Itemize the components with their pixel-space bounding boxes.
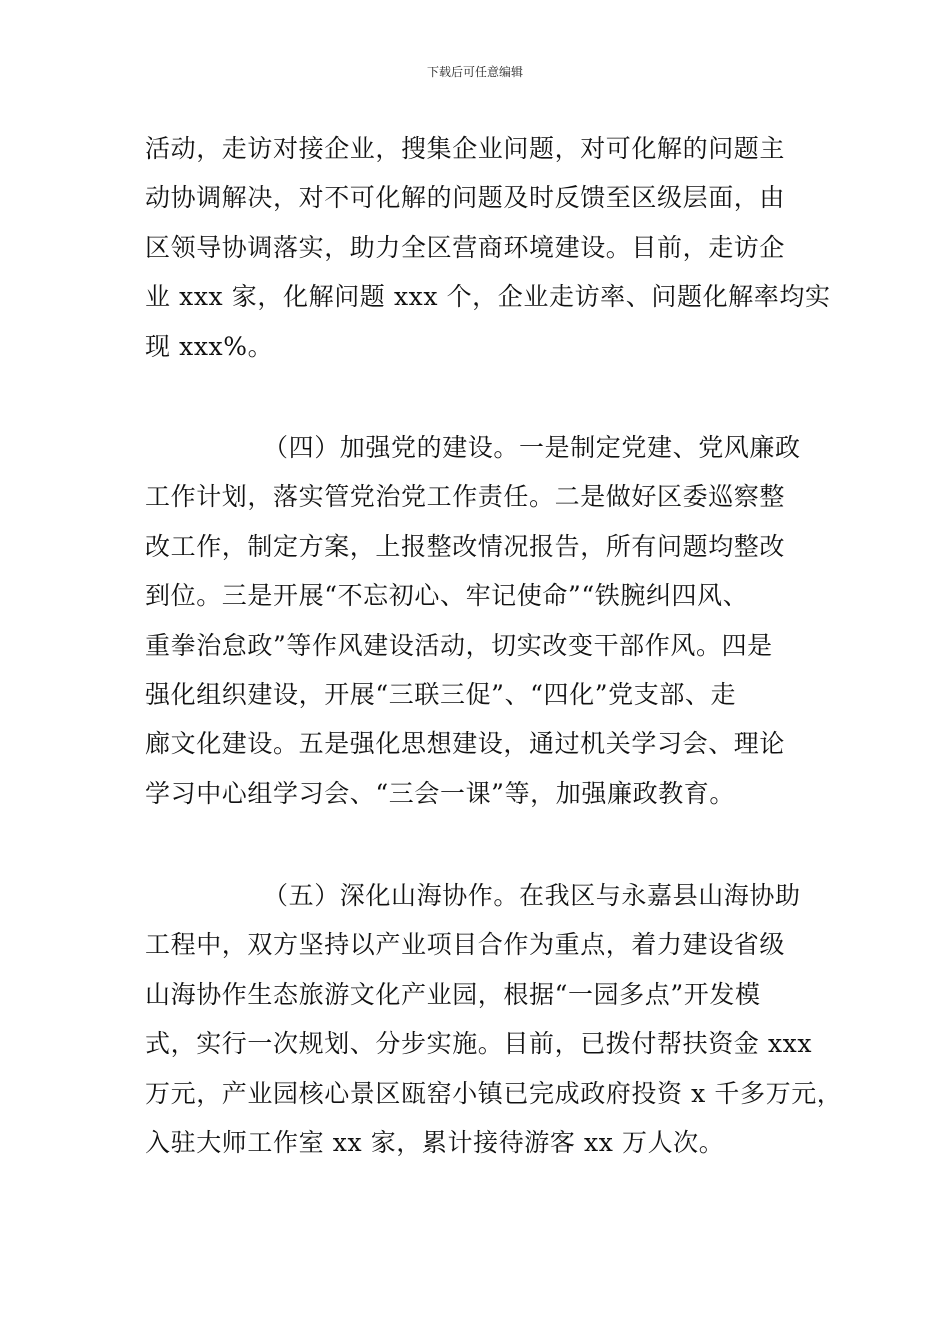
paragraph-line: 改工作，制定方案，上报整改情况报告，所有问题均整改	[145, 531, 786, 561]
paragraph-mountain-sea-cooperation	[145, 871, 843, 1167]
paragraph-line-first: （四）加强党的建设。一是制定党建、党风廉政	[263, 433, 801, 462]
paragraph-line-first: （五）深化山海协作。在我区与永嘉县山海协助	[263, 881, 801, 910]
paragraph-line: 山海协作生态旅游文化产业园，根据“一园多点”开发模	[145, 979, 761, 1009]
paragraph-line: 业 xxx 家，化解问题 xxx 个，企业走访率、问题化解率均实	[145, 282, 831, 312]
paragraph-party-building	[145, 423, 810, 818]
paragraph-line: 强化组织建设，开展“三联三促”、“四化”党支部、走	[145, 680, 737, 710]
paragraph-line: 式，实行一次规划、分步实施。目前，已拨付帮扶资金 xxx	[145, 1029, 813, 1059]
paragraph-line: 学习中心组学习会、“三会一课”等，加强廉政教育。	[145, 778, 735, 808]
paragraph-line: 万元，产业园核心景区瓯窑小镇已完成政府投资 x 千多万元，	[145, 1078, 843, 1108]
paragraph-line: 动协调解决，对不可化解的问题及时反馈至区级层面，由	[145, 183, 786, 213]
paragraph-line: 到位。三是开展“不忘初心、牢记使命”“铁腕纠四风、	[145, 581, 749, 611]
paragraph-line: 入驻大师工作室 xx 家，累计接待游客 xx 万人次。	[145, 1128, 725, 1158]
paragraph-line: 现 xxx%。	[145, 331, 274, 361]
paragraph-line: 活动，走访对接企业，搜集企业问题，对可化解的问题主	[145, 134, 786, 163]
paragraph-line: 工作计划，落实管党治党工作责任。二是做好区委巡察整	[145, 482, 786, 512]
paragraph-line: 廊文化建设。五是强化思想建设，通过机关学习会、理论	[145, 729, 786, 759]
paragraph-line: 重拳治怠政”等作风建设活动，切实改变干部作风。四是	[145, 630, 773, 660]
page-header: 下载后可任意编辑	[426, 65, 523, 79]
paragraph-line: 工程中，双方坚持以产业项目合作为重点，着力建设省级	[145, 930, 786, 960]
paragraph-line: 区领导协调落实，助力全区营商环境建设。目前，走访企	[145, 232, 786, 262]
paragraph-business-visits	[145, 124, 831, 371]
